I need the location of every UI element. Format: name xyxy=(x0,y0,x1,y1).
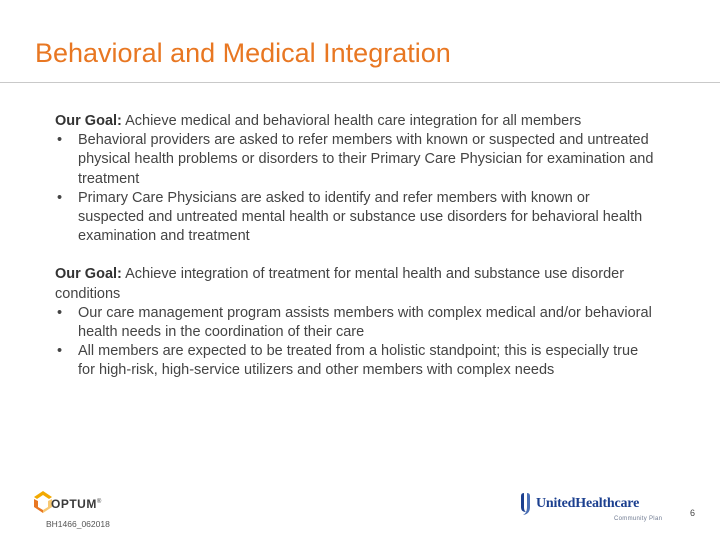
goal-label: Our Goal: xyxy=(55,113,122,129)
list-item xyxy=(55,304,655,342)
goal-text: Achieve medical and behavioral health care integration for all members xyxy=(121,113,582,129)
unitedhealthcare-logo xyxy=(520,490,663,524)
bullet-icon: • xyxy=(57,343,63,360)
trademark-symbol: ® xyxy=(96,499,102,505)
document-code: BH1466_062018 xyxy=(46,519,110,529)
list-item xyxy=(55,131,655,189)
uhc-subtitle: Community Plan xyxy=(614,516,663,522)
goal-text: Achieve integration of treatment for mental health and substance use disorder conditions xyxy=(55,266,625,302)
optum-wordmark-text: OPTUM xyxy=(51,497,97,511)
slide-title: Behavioral and Medical Integration xyxy=(35,38,451,68)
bullet-icon: • xyxy=(57,189,63,206)
bullet-text: All members are expected to be treated from a holistic standpoint; this is especially true for high-risk, high-service utilizers and other members with complex needs xyxy=(78,343,639,379)
goal-statement xyxy=(55,112,655,131)
page-number: 6 xyxy=(690,508,696,518)
bullet-icon: • xyxy=(57,132,63,149)
bullet-text: Our care management program assists members with complex medical and/or behavioral health needs in the coordination of their care xyxy=(78,304,652,341)
goal-statement xyxy=(55,265,655,303)
optum-logo xyxy=(32,490,122,514)
uhc-logo-icon xyxy=(520,492,532,516)
goal-block-1 xyxy=(55,112,655,246)
goal-bullet-list xyxy=(55,304,655,381)
list-item xyxy=(55,189,655,247)
bullet-text: Behavioral providers are asked to refer members with known or suspected and untreated physical health problems or disorders to their Primary Care Physician for examination and treatment xyxy=(78,132,654,187)
uhc-wordmark: UnitedHealthcare xyxy=(536,496,640,511)
bullet-icon: • xyxy=(57,304,63,321)
bullet-text: Primary Care Physicians are asked to identify and refer members with known or suspected and untreated mental health or substance use disorders for behavioral health examination and treatment xyxy=(78,189,643,245)
list-item xyxy=(55,342,655,380)
goal-block-2 xyxy=(55,265,655,380)
goal-bullet-list xyxy=(55,131,655,246)
goal-label: Our Goal: xyxy=(55,266,122,283)
title-divider xyxy=(0,82,720,83)
optum-wordmark xyxy=(51,497,102,511)
slide-content xyxy=(55,112,655,381)
